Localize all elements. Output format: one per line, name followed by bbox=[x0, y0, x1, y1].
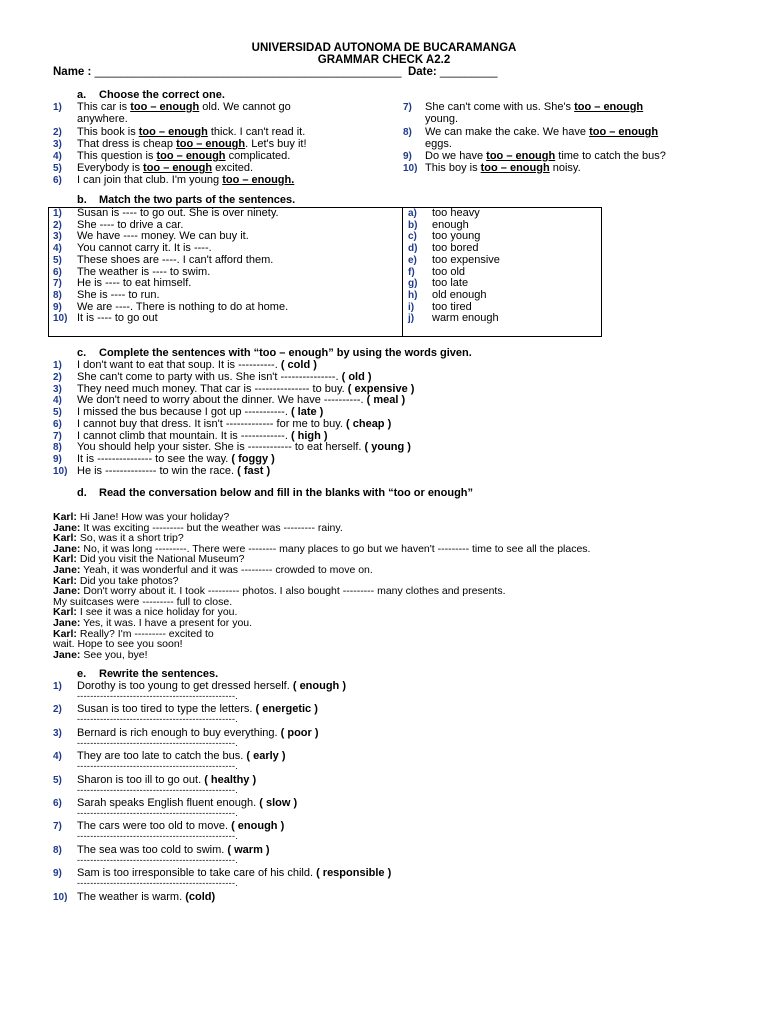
table-divider bbox=[402, 208, 403, 336]
completion-item bbox=[77, 453, 275, 465]
question-continuation: young. bbox=[425, 113, 459, 125]
section-title: Rewrite the sentences. bbox=[99, 668, 219, 680]
answer-options: too – enough. bbox=[222, 174, 295, 186]
sentence-first-part: We are ----. There is nothing to do at home. bbox=[77, 300, 289, 313]
question-text: I can join that club. I'm young bbox=[77, 174, 223, 186]
answer-options: too – enough bbox=[176, 138, 246, 150]
speaker-name: Jane: bbox=[53, 521, 81, 534]
sentence-second-part: warm enough bbox=[432, 312, 499, 325]
word-given: ( cheap ) bbox=[346, 417, 392, 430]
completion-text: I cannot climb that mountain. It is ------------. bbox=[77, 429, 291, 442]
item-number: j) bbox=[408, 313, 415, 325]
rewrite-text: The cars were too old to move. bbox=[77, 820, 232, 833]
sentence-second-part: too late bbox=[432, 277, 469, 290]
question-item bbox=[77, 138, 307, 150]
word-given: ( responsible ) bbox=[316, 867, 392, 880]
rewrite-text: Susan is too tired to type the letters. bbox=[77, 703, 256, 716]
item-number: 3) bbox=[53, 727, 62, 739]
question-text: We can make the cake. We have bbox=[425, 126, 590, 138]
dialogue-text: It was exciting --------- but the weather was --------- rainy. bbox=[80, 521, 343, 534]
section-title: Read the conversation below and fill in the blanks with “too or enough” bbox=[99, 487, 474, 499]
item-number: f) bbox=[408, 266, 415, 278]
question-text: noisy. bbox=[549, 162, 581, 174]
word-given: ( high ) bbox=[290, 429, 328, 442]
sentence-first-part: These shoes are ----. I can't afford them. bbox=[77, 253, 274, 266]
answer-line: ------------------------------------------------. bbox=[77, 808, 239, 818]
item-number: 8) bbox=[53, 844, 62, 856]
item-number: 8) bbox=[403, 127, 412, 138]
question-text: This car is bbox=[77, 101, 131, 113]
item-number: 4) bbox=[53, 243, 62, 255]
word-given: ( fast ) bbox=[237, 464, 271, 477]
completion-item bbox=[77, 383, 414, 395]
item-number: 7) bbox=[53, 278, 62, 290]
completion-text: They need much money. That car is --------------- to buy. bbox=[77, 382, 348, 395]
item-number: 1) bbox=[53, 102, 62, 113]
sentence-first-part: She is ---- to run. bbox=[77, 288, 160, 301]
item-number: 7) bbox=[53, 821, 62, 833]
question-text: Do we have bbox=[425, 150, 487, 162]
section-heading bbox=[77, 668, 218, 680]
question-text: That dress is cheap bbox=[77, 138, 177, 150]
question-item bbox=[77, 126, 305, 138]
item-number: 6) bbox=[53, 418, 62, 430]
dialogue-text: I see it was a nice holiday for you. bbox=[76, 606, 238, 619]
sentence-second-part: too expensive bbox=[432, 253, 500, 266]
completion-text: She can't come to party with us. She isn't ---------------. bbox=[77, 370, 342, 383]
question-text: She can't come with us. She's bbox=[425, 101, 575, 113]
answer-line: ------------------------------------------------. bbox=[77, 737, 239, 748]
answer-line: ------------------------------------------------. bbox=[77, 878, 239, 889]
sentence-first-part: Susan is ---- to go out. She is over ninety. bbox=[77, 207, 279, 219]
item-number: 2) bbox=[53, 371, 62, 383]
completion-text: I don't want to eat that soup. It is ----------. bbox=[77, 359, 281, 371]
section-letter: b. bbox=[77, 194, 87, 206]
section-letter: a. bbox=[77, 89, 87, 101]
item-number: 5) bbox=[53, 774, 62, 786]
question-continuation: anywhere. bbox=[77, 113, 128, 125]
question-text: Everybody is bbox=[77, 162, 144, 174]
rewrite-item bbox=[77, 891, 215, 903]
completion-item bbox=[77, 441, 411, 453]
word-given: ( early ) bbox=[246, 750, 286, 763]
speaker-name: Jane: bbox=[53, 648, 81, 661]
word-given: ( young ) bbox=[364, 441, 411, 454]
item-number: 2) bbox=[53, 127, 62, 138]
answer-options: too – enough bbox=[143, 162, 213, 174]
word-given: ( expensive ) bbox=[347, 382, 415, 395]
section-heading bbox=[77, 487, 473, 499]
question-item bbox=[77, 101, 291, 113]
sentence-first-part: It is ---- to go out bbox=[77, 312, 158, 325]
item-number: 1) bbox=[53, 208, 62, 219]
word-given: ( late ) bbox=[290, 406, 324, 418]
worksheet-title: GRAMMAR CHECK A2.2 bbox=[317, 54, 451, 66]
completion-text: He is -------------- to win the race. bbox=[77, 464, 238, 477]
dialogue-text: No, it was long ---------. There were -------- many places to go but we haven't --------- time to see all the places. bbox=[80, 542, 591, 555]
answer-options: too – enough bbox=[486, 150, 556, 162]
item-number: 8) bbox=[53, 442, 62, 454]
item-number: e) bbox=[408, 254, 417, 266]
speaker-name: Karl: bbox=[53, 511, 77, 523]
name-date-line bbox=[53, 66, 497, 78]
speaker-name: Karl: bbox=[53, 574, 77, 587]
sentence-first-part: He is ---- to eat himself. bbox=[77, 277, 192, 290]
answer-line: ------------------------------------------------. bbox=[77, 714, 239, 725]
date-label: Date: bbox=[407, 66, 437, 78]
item-number: 7) bbox=[403, 102, 412, 113]
dialogue-text: So, was it a short trip? bbox=[76, 532, 184, 545]
item-number: 5) bbox=[53, 407, 62, 418]
question-item bbox=[425, 150, 666, 162]
rewrite-text: Dorothy is too young to get dressed herself. bbox=[77, 680, 293, 692]
item-number: h) bbox=[408, 289, 418, 301]
item-number: 10) bbox=[53, 465, 68, 477]
item-number: b) bbox=[408, 219, 418, 231]
completion-item bbox=[77, 371, 372, 383]
dialogue-text: Hi Jane! How was your holiday? bbox=[76, 511, 230, 523]
university-name: UNIVERSIDAD AUTONOMA DE BUCARAMANGA bbox=[251, 42, 517, 54]
word-given: (cold) bbox=[185, 890, 216, 903]
date-blank: _________ bbox=[439, 66, 498, 78]
speaker-name: Jane: bbox=[53, 542, 81, 555]
dialogue-text: Did you take photos? bbox=[76, 574, 179, 587]
section-title: Complete the sentences with “too – enough” by using the words given. bbox=[99, 347, 472, 359]
speaker-name: Karl: bbox=[53, 606, 77, 619]
item-number: 10) bbox=[53, 313, 68, 325]
item-number: 6) bbox=[53, 175, 62, 186]
sentence-first-part: We have ---- money. We can buy it. bbox=[77, 230, 249, 243]
question-item bbox=[77, 150, 290, 162]
completion-item bbox=[77, 465, 270, 477]
question-text: thick. I can't read it. bbox=[207, 126, 306, 138]
rewrite-text: Sam is too irresponsible to take care of his child. bbox=[77, 867, 317, 880]
word-given: ( healthy ) bbox=[204, 773, 257, 786]
question-text: time to catch the bus? bbox=[555, 150, 666, 162]
rewrite-text: The weather is warm. bbox=[77, 890, 186, 903]
item-number: d) bbox=[408, 243, 418, 255]
item-number: 4) bbox=[53, 395, 62, 407]
dialogue-text: Really? I'm --------- excited to bbox=[76, 627, 214, 640]
section-heading bbox=[77, 194, 295, 206]
name-blank: ________________________________________________ bbox=[94, 66, 402, 78]
dialogue-text: Did you visit the National Museum? bbox=[76, 553, 245, 566]
question-item bbox=[77, 162, 253, 174]
question-continuation: eggs. bbox=[425, 138, 452, 150]
question-item bbox=[425, 101, 643, 113]
completion-text: I cannot buy that dress. It isn't ------------- for me to buy. bbox=[77, 417, 347, 430]
item-number: 2) bbox=[53, 219, 62, 231]
rewrite-text: Sarah speaks English fluent enough. bbox=[77, 797, 260, 809]
answer-options: too – enough bbox=[156, 150, 226, 162]
item-number: 6) bbox=[53, 798, 62, 809]
dialogue-text: See you, bye! bbox=[80, 648, 148, 661]
section-heading bbox=[77, 347, 472, 359]
speaker-name: Jane: bbox=[53, 564, 81, 576]
word-given: ( slow ) bbox=[259, 797, 298, 809]
name-label: Name : bbox=[53, 66, 92, 78]
item-number: 2) bbox=[53, 704, 62, 716]
answer-line: ------------------------------------------------. bbox=[77, 854, 239, 865]
dialogue-text: wait. Hope to see you soon! bbox=[53, 638, 183, 651]
completion-item bbox=[77, 394, 405, 406]
answer-options: too – enough bbox=[130, 101, 200, 113]
item-number: c) bbox=[408, 231, 417, 243]
item-number: 7) bbox=[53, 430, 62, 442]
speaker-name: Karl: bbox=[53, 553, 77, 566]
item-number: 1) bbox=[53, 360, 62, 371]
completion-text: I missed the bus because I got up -----------. bbox=[77, 406, 291, 418]
item-number: 3) bbox=[53, 383, 62, 395]
rewrite-text: They are too late to catch the bus. bbox=[77, 750, 247, 763]
sentence-second-part: too old bbox=[432, 265, 466, 278]
answer-options: too – enough bbox=[574, 101, 644, 113]
question-text: . Let's buy it! bbox=[245, 138, 307, 150]
answer-line: ------------------------------------------------. bbox=[77, 831, 239, 842]
word-given: ( enough ) bbox=[292, 680, 346, 692]
dialogue-text: Don't worry about it. I took --------- photos. I also bought --------- many clothes and presents. bbox=[80, 585, 506, 598]
item-number: a) bbox=[408, 208, 417, 219]
section-title: Match the two parts of the sentences. bbox=[99, 194, 296, 206]
completion-text: You should help your sister. She is ------------ to eat herself. bbox=[77, 441, 365, 454]
sentence-first-part: You cannot carry it. It is ----. bbox=[77, 242, 212, 255]
speaker-name: Jane: bbox=[53, 585, 81, 598]
sentence-second-part: too young bbox=[432, 230, 481, 243]
section-letter: d. bbox=[77, 487, 87, 499]
completion-item bbox=[77, 418, 391, 430]
word-given: ( poor ) bbox=[280, 726, 319, 739]
question-text: old. We cannot go bbox=[199, 101, 291, 113]
dialogue-text: Yeah, it was wonderful and it was --------- crowded to move on. bbox=[80, 564, 373, 576]
answer-line: ------------------------------------------------. bbox=[77, 761, 239, 772]
item-number: 5) bbox=[53, 163, 62, 174]
speaker-name: Karl: bbox=[53, 627, 77, 640]
item-number: 8) bbox=[53, 289, 62, 301]
speaker-name: Karl: bbox=[53, 532, 77, 545]
section-heading bbox=[77, 89, 225, 101]
item-number: 9) bbox=[403, 151, 412, 162]
dialogue-line bbox=[53, 649, 148, 661]
sentence-first-part: The weather is ---- to swim. bbox=[77, 265, 211, 278]
question-text: excited. bbox=[212, 162, 254, 174]
item-number: 3) bbox=[53, 139, 62, 150]
item-number: 9) bbox=[53, 454, 62, 465]
answer-options: too – enough bbox=[138, 126, 208, 138]
word-given: ( warm ) bbox=[227, 843, 270, 856]
completion-item bbox=[77, 359, 317, 371]
item-number: 10) bbox=[403, 163, 418, 174]
rewrite-text: Sharon is too ill to go out. bbox=[77, 773, 205, 786]
sentence-first-part: She ---- to drive a car. bbox=[77, 218, 184, 231]
item-number: 4) bbox=[53, 151, 62, 162]
item-number: g) bbox=[408, 278, 418, 290]
sentence-second-part: too heavy bbox=[432, 207, 480, 219]
item-number: 9) bbox=[53, 301, 62, 313]
item-number: 9) bbox=[53, 868, 62, 880]
section-letter: e. bbox=[77, 668, 87, 680]
item-number: 5) bbox=[53, 254, 62, 266]
answer-options: too – enough bbox=[480, 162, 550, 174]
dialogue-text: My suitcases were --------- full to close. bbox=[53, 595, 233, 608]
answer-line: ------------------------------------------------. bbox=[77, 691, 239, 701]
completion-text: It is --------------- to see the way. bbox=[77, 453, 232, 465]
item-number: 1) bbox=[53, 681, 62, 692]
word-given: ( old ) bbox=[341, 370, 372, 383]
question-text: This question is bbox=[77, 150, 157, 162]
completion-item bbox=[77, 430, 328, 442]
item-number: 4) bbox=[53, 751, 62, 763]
question-text: This boy is bbox=[425, 162, 481, 174]
completion-text: We don't need to worry about the dinner. We have ----------. bbox=[77, 394, 367, 407]
question-item bbox=[425, 162, 581, 174]
word-given: ( enough ) bbox=[231, 820, 285, 833]
sentence-second-part: too tired bbox=[432, 300, 472, 313]
speaker-name: Jane: bbox=[53, 617, 81, 629]
word-given: ( energetic ) bbox=[255, 703, 318, 716]
completion-item bbox=[77, 406, 323, 418]
question-text: complicated. bbox=[225, 150, 291, 162]
sentence-second-part: too bored bbox=[432, 242, 479, 255]
word-given: ( cold ) bbox=[280, 359, 317, 371]
question-item bbox=[425, 126, 658, 138]
rewrite-text: The sea was too cold to swim. bbox=[77, 843, 228, 856]
sentence-second-part: enough bbox=[432, 218, 469, 231]
question-text: This book is bbox=[77, 126, 139, 138]
answer-line: ------------------------------------------------. bbox=[77, 784, 239, 795]
word-given: ( foggy ) bbox=[231, 453, 275, 465]
word-given: ( meal ) bbox=[366, 394, 406, 407]
dialogue-text: Yes, it was. I have a present for you. bbox=[80, 617, 253, 629]
section-letter: c. bbox=[77, 347, 87, 359]
item-number: i) bbox=[408, 301, 415, 313]
item-number: 10) bbox=[53, 891, 68, 903]
item-number: 3) bbox=[53, 231, 62, 243]
section-title: Choose the correct one. bbox=[99, 89, 225, 101]
sentence-second-part: old enough bbox=[432, 288, 487, 301]
rewrite-text: Bernard is rich enough to buy everything. bbox=[77, 726, 281, 739]
item-number: 6) bbox=[53, 266, 62, 278]
answer-options: too – enough bbox=[589, 126, 659, 138]
question-item bbox=[77, 174, 294, 186]
